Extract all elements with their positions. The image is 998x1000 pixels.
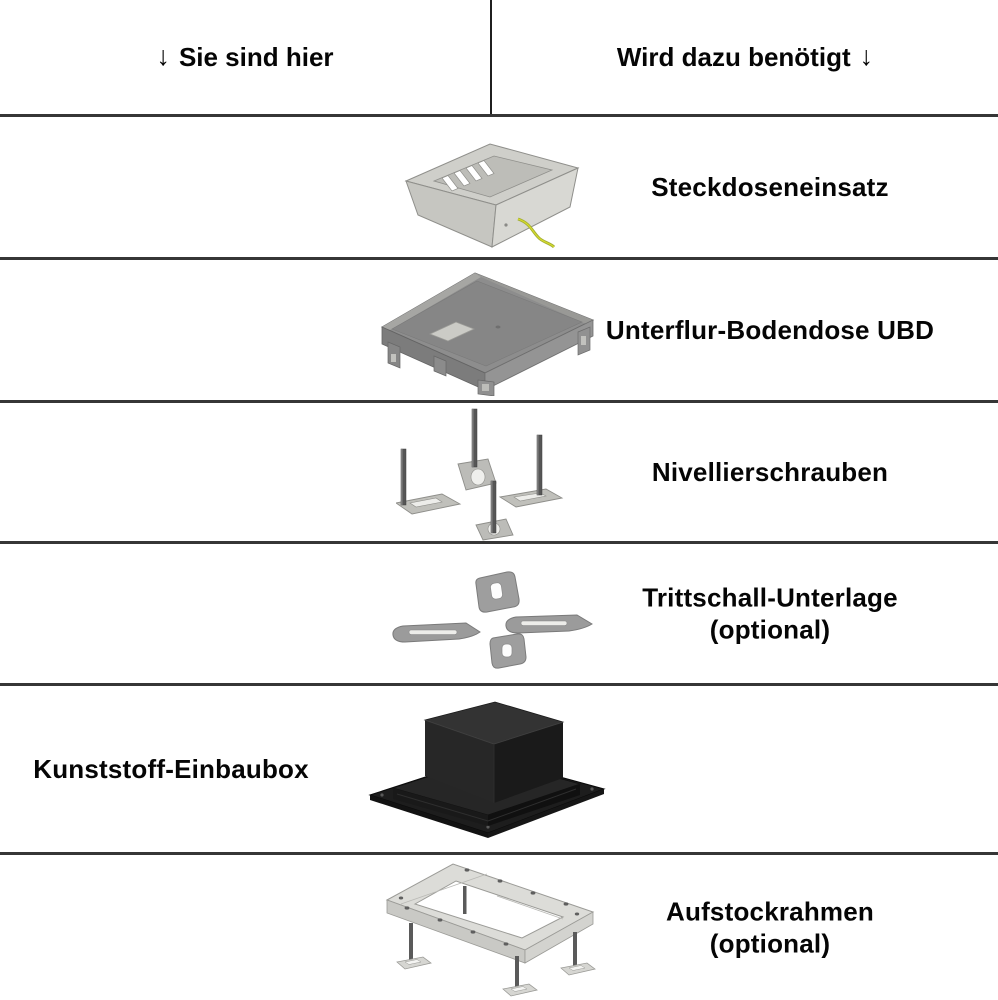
header-right-label: Wird dazu benötigt xyxy=(616,41,851,72)
underfloor-box-image xyxy=(380,270,600,401)
plastic-mounting-box-image xyxy=(367,700,607,851)
steckdoseneinsatz-label: Steckdoseneinsatz xyxy=(651,171,889,202)
row-aufstockrahmen xyxy=(0,855,998,1000)
row-nivellierschrauben xyxy=(0,403,998,544)
unterflur-bodendose-label: Unterflur-Bodendose UBD xyxy=(605,314,935,345)
header-left-cell xyxy=(0,0,490,114)
header-right-cell xyxy=(492,0,998,114)
row-unterflur-bodendose xyxy=(0,260,998,403)
leveling-screws-image xyxy=(396,407,596,544)
stacking-frame-image xyxy=(379,860,604,1000)
impact-sound-pads-image xyxy=(387,568,597,675)
kunststoff-einbaubox-label: Kunststoff-Einbaubox xyxy=(33,753,309,784)
row-trittschall-unterlage xyxy=(0,544,998,686)
trittschall-unterlage-label: Trittschall-Unterlage (optional) xyxy=(588,581,952,646)
socket-insert-image xyxy=(402,139,582,256)
aufstockrahmen-label: Aufstockrahmen (optional) xyxy=(588,895,952,960)
row-kunststoff-einbaubox xyxy=(0,686,998,855)
table-header xyxy=(0,0,998,117)
optional-sublabel: (optional) xyxy=(709,614,831,645)
down-arrow-icon: ↓ xyxy=(859,40,874,71)
down-arrow-icon: ↓ xyxy=(156,40,170,71)
optional-sublabel: (optional) xyxy=(709,928,831,959)
row-steckdoseneinsatz xyxy=(0,117,998,260)
header-left-label: Sie sind hier xyxy=(178,41,334,72)
nivellierschrauben-label: Nivellierschrauben xyxy=(651,456,889,487)
